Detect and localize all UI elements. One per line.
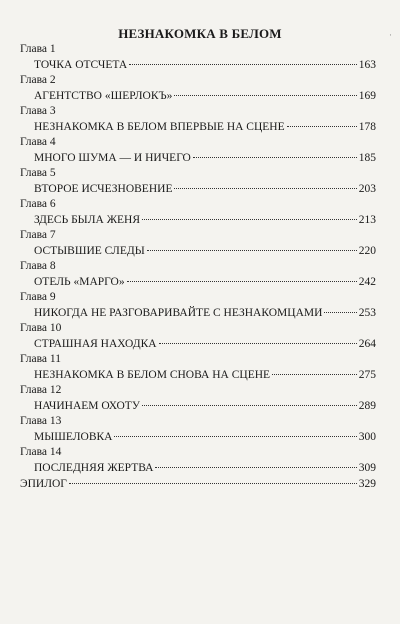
toc-entry[interactable] <box>20 243 376 259</box>
chapter-label: Глава 1 <box>20 43 56 55</box>
toc-chapter-13 <box>20 414 376 445</box>
page-number: 242 <box>358 276 376 288</box>
dot-leader <box>272 374 357 375</box>
chapter-title: СТРАШНАЯ НАХОДКА <box>34 338 157 350</box>
chapter-label: Глава 13 <box>20 415 62 427</box>
toc-chapter-4 <box>20 135 376 166</box>
dot-leader <box>193 157 357 158</box>
page-number: 309 <box>358 462 376 474</box>
chapter-title: ОТЕЛЬ «МАРГО» <box>34 276 125 288</box>
page-number: 300 <box>358 431 376 443</box>
dot-leader <box>142 219 357 220</box>
toc-entry[interactable] <box>20 429 376 445</box>
chapter-label: Глава 10 <box>20 322 62 334</box>
toc-chapter-14 <box>20 445 376 476</box>
dot-leader <box>147 250 357 251</box>
toc-chapter-8 <box>20 259 376 290</box>
chapter-title: НЕЗНАКОМКА В БЕЛОМ ВПЕРВЫЕ НА СЦЕНЕ <box>34 121 285 133</box>
chapter-title: ТОЧКА ОТСЧЕТА <box>34 59 128 71</box>
table-of-contents <box>20 42 376 492</box>
dot-leader <box>155 467 356 468</box>
toc-entry[interactable] <box>20 460 376 476</box>
chapter-title: НЕЗНАКОМКА В БЕЛОМ СНОВА НА СЦЕНЕ <box>34 369 271 381</box>
page-number: 213 <box>358 214 376 226</box>
toc-entry[interactable] <box>20 150 376 166</box>
page-number: 329 <box>358 478 376 490</box>
toc-entry[interactable] <box>20 119 376 135</box>
chapter-title: МЫШЕЛОВКА <box>34 431 113 443</box>
chapter-label: Глава 6 <box>20 198 56 210</box>
chapter-title: АГЕНТСТВО «ШЕРЛОКЪ» <box>34 90 173 102</box>
toc-chapter-11 <box>20 352 376 383</box>
page-number: 220 <box>358 245 376 257</box>
chapter-label: Глава 4 <box>20 136 56 148</box>
toc-chapter-5 <box>20 166 376 197</box>
toc-chapter-2 <box>20 73 376 104</box>
page-number: 289 <box>358 400 376 412</box>
toc-chapter-7 <box>20 228 376 259</box>
page-number: 203 <box>358 183 376 195</box>
toc-chapter-9 <box>20 290 376 321</box>
toc-chapter-6 <box>20 197 376 228</box>
toc-entry[interactable] <box>20 336 376 352</box>
page-number: 264 <box>358 338 376 350</box>
page-number: 163 <box>358 59 376 71</box>
chapter-label: Глава 5 <box>20 167 56 179</box>
toc-entry[interactable] <box>20 305 376 321</box>
toc-entry[interactable] <box>20 212 376 228</box>
page-number: 275 <box>358 369 376 381</box>
chapter-label: Глава 14 <box>20 446 62 458</box>
chapter-label: Глава 7 <box>20 229 56 241</box>
dot-leader <box>174 95 356 96</box>
page-number: 169 <box>358 90 376 102</box>
chapter-title: ПОСЛЕДНЯЯ ЖЕРТВА <box>34 462 154 474</box>
page-number: 185 <box>358 152 376 164</box>
toc-heading: НЕЗНАКОМКА В БЕЛОМ <box>118 26 282 41</box>
chapter-title: ЗДЕСЬ БЫЛА ЖЕНЯ <box>34 214 140 226</box>
chapter-label: Глава 9 <box>20 291 56 303</box>
dot-leader <box>114 436 356 437</box>
toc-chapter-12 <box>20 383 376 414</box>
dot-leader <box>324 312 356 313</box>
page-number: 253 <box>358 307 376 319</box>
toc-entry[interactable] <box>20 367 376 383</box>
chapter-title: НАЧИНАЕМ ОХОТУ <box>34 400 140 412</box>
toc-entry-epilogue[interactable] <box>20 476 376 492</box>
toc-chapter-3 <box>20 104 376 135</box>
chapter-label: Глава 12 <box>20 384 62 396</box>
chapter-label: Глава 3 <box>20 105 56 117</box>
toc-entry[interactable] <box>20 181 376 197</box>
corner-mark: · <box>389 30 392 40</box>
chapter-label: Глава 2 <box>20 74 56 86</box>
toc-entry[interactable] <box>20 274 376 290</box>
chapter-title: ОСТЫВШИЕ СЛЕДЫ <box>34 245 145 257</box>
chapter-title: НИКОГДА НЕ РАЗГОВАРИВАЙТЕ С НЕЗНАКОМЦАМИ <box>34 307 323 319</box>
dot-leader <box>127 281 357 282</box>
dot-leader <box>287 126 357 127</box>
chapter-title: ВТОРОЕ ИСЧЕЗНОВЕНИЕ <box>34 183 173 195</box>
dot-leader <box>142 405 357 406</box>
chapter-title: МНОГО ШУМА — И НИЧЕГО <box>34 152 191 164</box>
dot-leader <box>129 64 357 65</box>
toc-entry[interactable] <box>20 57 376 73</box>
toc-chapter-1 <box>20 42 376 73</box>
chapter-label: Глава 8 <box>20 260 56 272</box>
dot-leader <box>174 188 356 189</box>
chapter-label: Глава 11 <box>20 353 61 365</box>
epilogue-title: ЭПИЛОГ <box>20 478 67 490</box>
toc-chapter-10 <box>20 321 376 352</box>
dot-leader <box>69 483 357 484</box>
toc-entry[interactable] <box>20 88 376 104</box>
dot-leader <box>159 343 357 344</box>
toc-entry[interactable] <box>20 398 376 414</box>
page-number: 178 <box>358 121 376 133</box>
